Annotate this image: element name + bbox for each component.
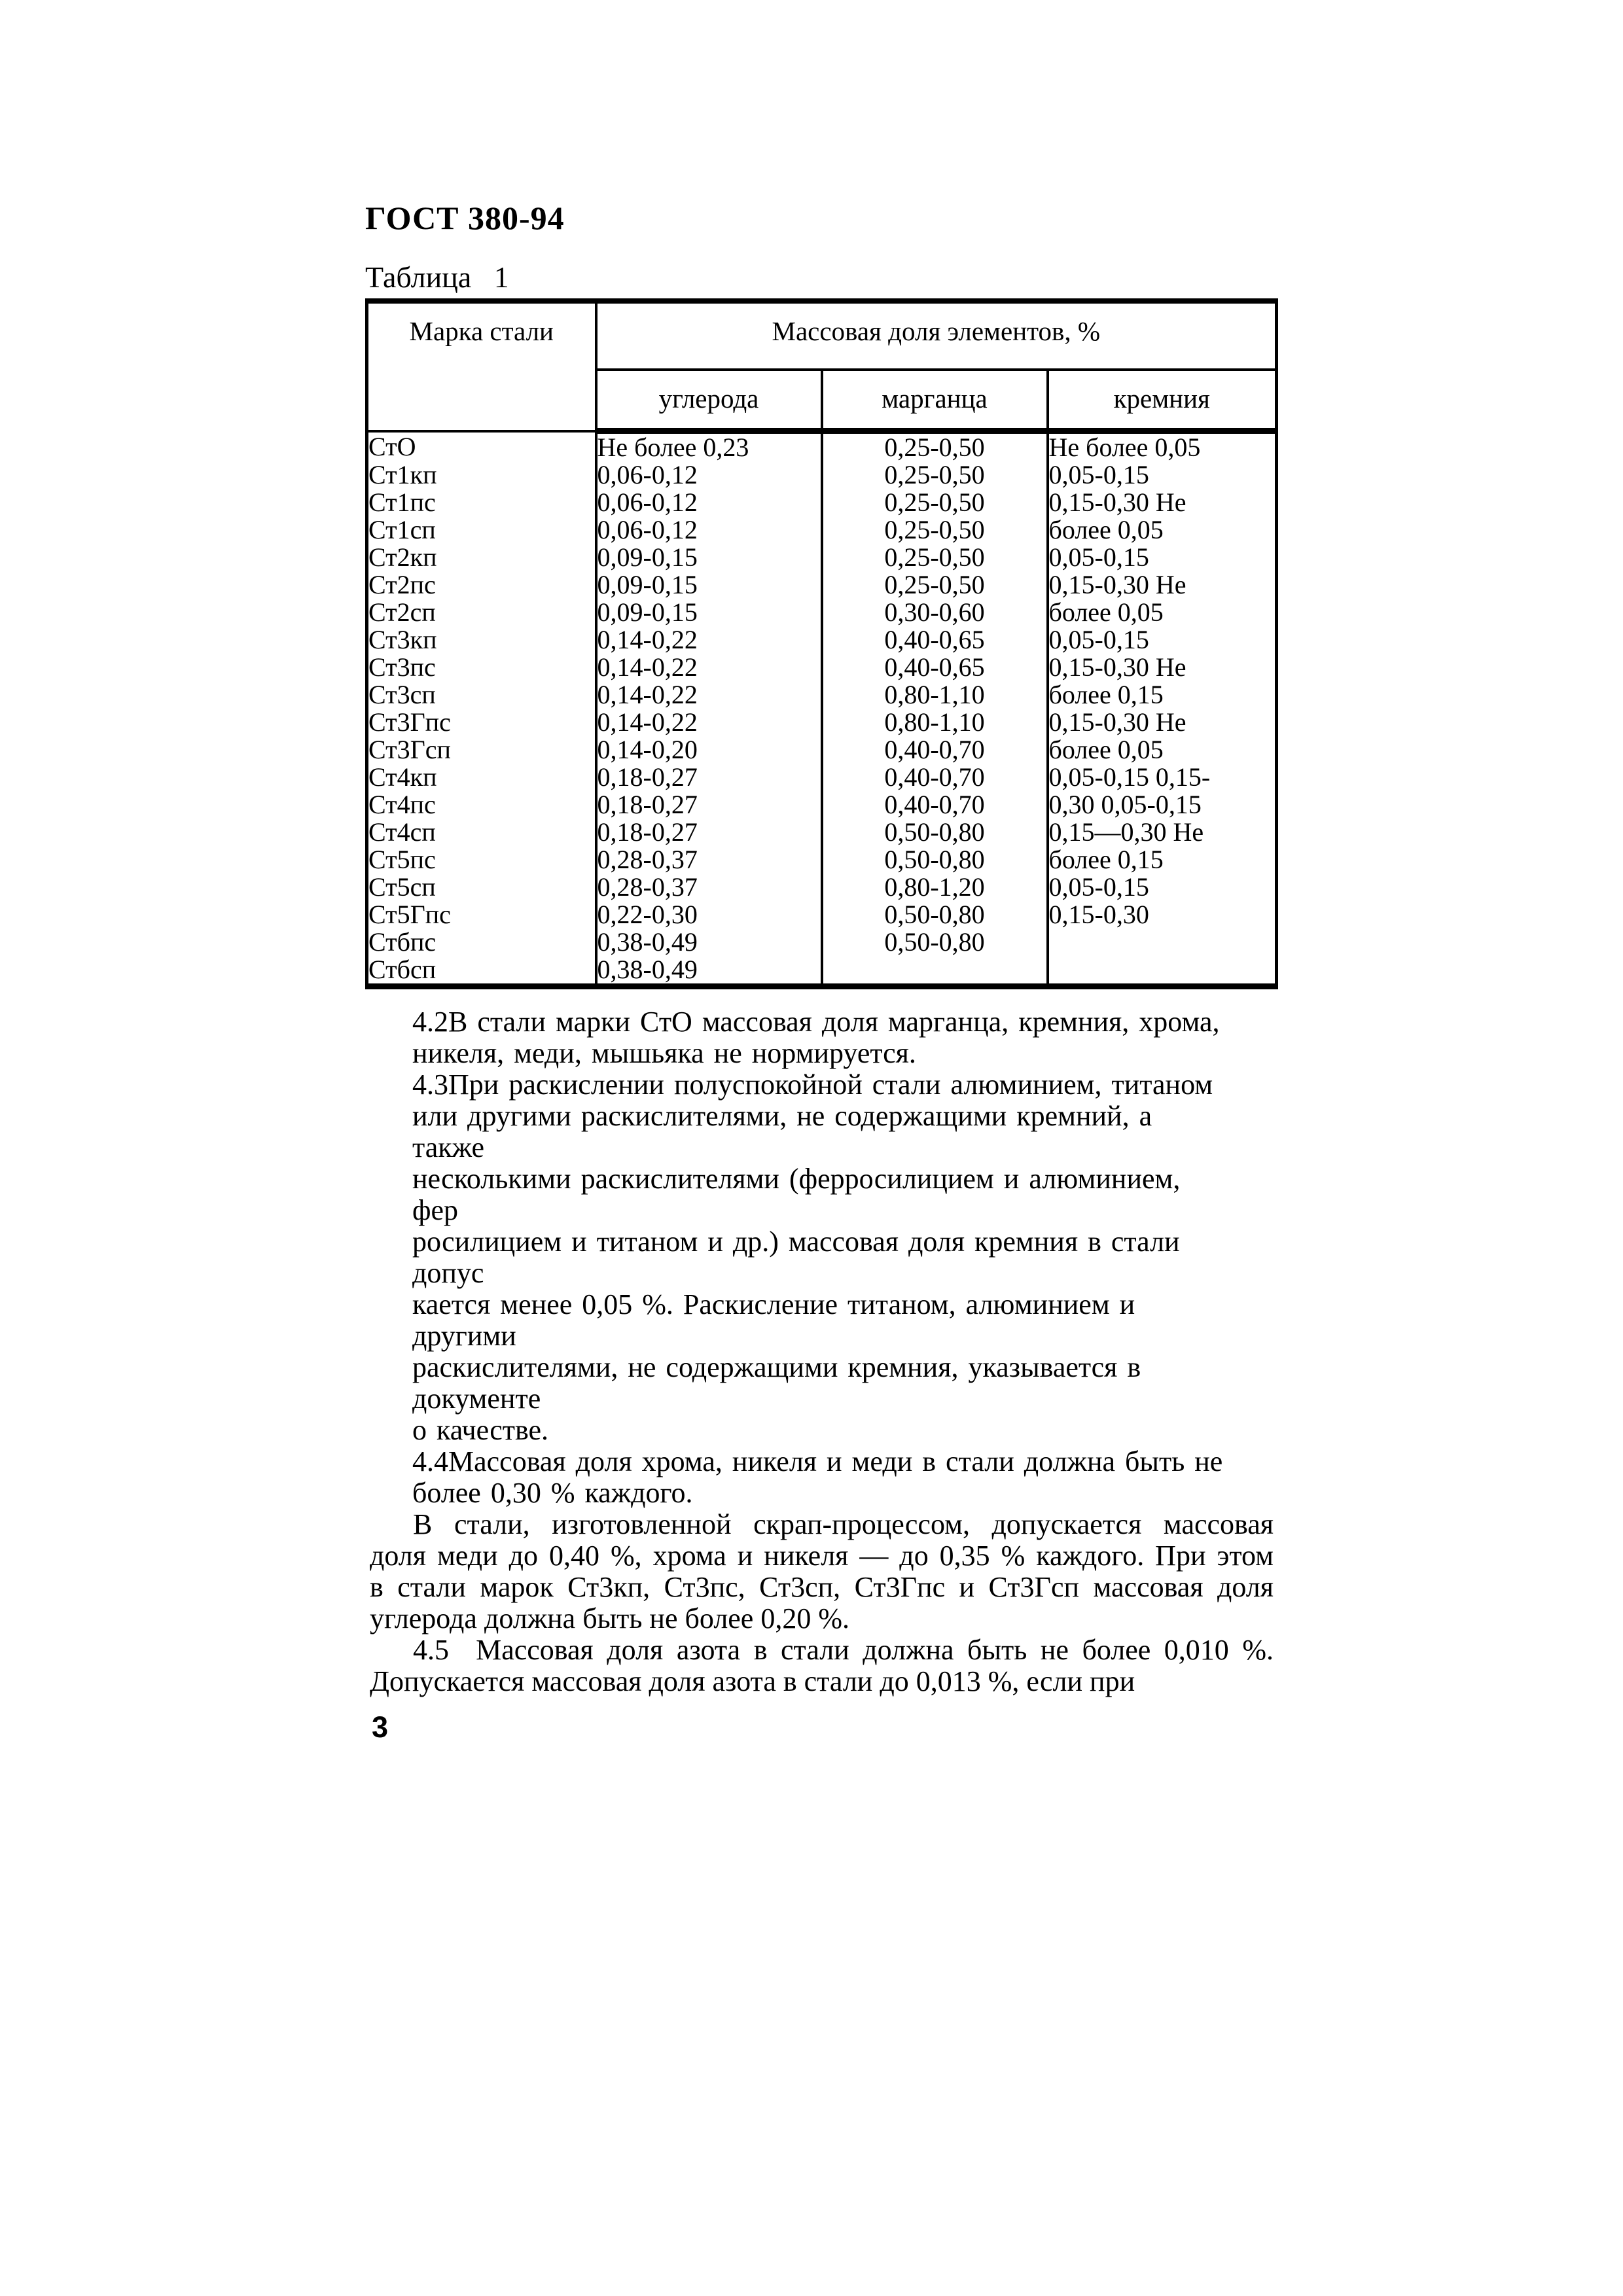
- cell-grade: Ст3пс: [367, 654, 596, 681]
- cell-silicon: 0,15—0,30 Не: [1048, 819, 1277, 846]
- table-row: [367, 764, 1277, 791]
- cell-silicon: Не более 0,05: [1048, 431, 1277, 462]
- cell-manganese: 0,80-1,20: [822, 874, 1048, 901]
- cell-manganese: 0,80-1,10: [822, 709, 1048, 736]
- table-row: [367, 791, 1277, 819]
- cell-manganese: 0,50-0,80: [822, 819, 1048, 846]
- header-silicon: кремния: [1048, 370, 1277, 431]
- cell-carbon: 0,09-0,15: [596, 544, 822, 571]
- cell-manganese: 0,40-0,70: [822, 764, 1048, 791]
- paragraph-line: 4.4Массовая доля хрома, никеля и меди в стали должна быть не: [412, 1445, 1223, 1477]
- cell-manganese: 0,50-0,80: [822, 928, 1048, 956]
- table-row: [367, 928, 1277, 956]
- cell-silicon: более 0,15: [1048, 681, 1277, 709]
- cell-silicon: 0,05-0,15 0,15-: [1048, 764, 1277, 791]
- paragraph-line: никеля, меди, мышьяка не нормируется.: [412, 1037, 916, 1069]
- table-row: [367, 626, 1277, 654]
- cell-carbon: 0,18-0,27: [596, 819, 822, 846]
- paragraph-line: кается менее 0,05 %. Раскисление титаном, алюминием и: [412, 1288, 1135, 1320]
- cell-silicon: [1048, 956, 1277, 987]
- cell-silicon: более 0,15: [1048, 846, 1277, 874]
- cell-grade: Стбпс: [367, 928, 596, 956]
- cell-grade: Ст2пс: [367, 571, 596, 599]
- cell-silicon: 0,15-0,30 Не: [1048, 709, 1277, 736]
- page-number: 3: [372, 1710, 389, 1744]
- cell-carbon: 0,18-0,27: [596, 791, 822, 819]
- cell-silicon: 0,05-0,15: [1048, 626, 1277, 654]
- table-row: [367, 709, 1277, 736]
- cell-manganese: 0,25-0,50: [822, 461, 1048, 489]
- table-row: [367, 489, 1277, 516]
- paragraph-line: или другими раскислителями, не содержащими кремний, а: [412, 1100, 1152, 1132]
- cell-silicon: более 0,05: [1048, 736, 1277, 764]
- cell-grade: Ст4кп: [367, 764, 596, 791]
- table-row: [367, 874, 1277, 901]
- cell-grade: Ст5Гпс: [367, 901, 596, 928]
- cell-carbon: Не более 0,23: [596, 431, 822, 462]
- paragraph-line: в стали марок Ст3кп, Ст3пс, Ст3сп, Ст3Гпс и Ст3Гсп массовая доля: [370, 1571, 1274, 1603]
- cell-grade: Ст5пс: [367, 846, 596, 874]
- cell-carbon: 0,09-0,15: [596, 599, 822, 626]
- header-grade: Марка стали: [367, 301, 596, 431]
- cell-grade: Ст4пс: [367, 791, 596, 819]
- cell-carbon: 0,14-0,22: [596, 654, 822, 681]
- cell-silicon: 0,30 0,05-0,15: [1048, 791, 1277, 819]
- cell-grade: Ст3кп: [367, 626, 596, 654]
- paragraph-line: другими: [412, 1320, 516, 1352]
- cell-grade: Ст1сп: [367, 516, 596, 544]
- cell-carbon: 0,14-0,22: [596, 709, 822, 736]
- cell-manganese: 0,40-0,65: [822, 626, 1048, 654]
- paragraph-line: доля меди до 0,40 %, хрома и никеля — до 0,35 % каждого. При этом: [370, 1540, 1274, 1572]
- cell-grade: Стбсп: [367, 956, 596, 987]
- table-row: [367, 654, 1277, 681]
- cell-manganese: 0,40-0,70: [822, 791, 1048, 819]
- page-content: [365, 200, 1281, 1743]
- cell-carbon: 0,18-0,27: [596, 764, 822, 791]
- cell-silicon: более 0,05: [1048, 516, 1277, 544]
- table-row: [367, 681, 1277, 709]
- paragraph-line: 4.2В стали марки СтО массовая доля марганца, кремния, хрома,: [412, 1006, 1220, 1038]
- cell-carbon: 0,38-0,49: [596, 928, 822, 956]
- paragraph-line: Допускается массовая доля азота в стали до 0,013 %, если при: [370, 1665, 1135, 1697]
- header-mass-fraction: Массовая доля элементов, %: [596, 301, 1277, 370]
- cell-silicon: 0,05-0,15: [1048, 874, 1277, 901]
- table-row: [367, 431, 1277, 462]
- header-manganese: марганца: [822, 370, 1048, 431]
- cell-silicon: 0,15-0,30 Не: [1048, 571, 1277, 599]
- table-row: [367, 956, 1277, 987]
- cell-carbon: 0,14-0,22: [596, 681, 822, 709]
- cell-manganese: 0,25-0,50: [822, 431, 1048, 462]
- cell-manganese: 0,25-0,50: [822, 571, 1048, 599]
- cell-carbon: 0,22-0,30: [596, 901, 822, 928]
- paragraph-line: В стали, изготовленной скрап-процессом, допускается массовая: [413, 1508, 1274, 1540]
- cell-silicon: более 0,05: [1048, 599, 1277, 626]
- table-header: [367, 301, 1277, 431]
- cell-carbon: 0,06-0,12: [596, 489, 822, 516]
- cell-manganese: 0,50-0,80: [822, 901, 1048, 928]
- paragraph-line: допус: [412, 1257, 484, 1289]
- header-row-group: [367, 301, 1277, 370]
- paragraph-line: также: [412, 1131, 485, 1163]
- cell-manganese: 0,25-0,50: [822, 489, 1048, 516]
- cell-grade: СтО: [367, 431, 596, 462]
- cell-carbon: 0,06-0,12: [596, 461, 822, 489]
- table-row: [367, 461, 1277, 489]
- cell-manganese: 0,40-0,70: [822, 736, 1048, 764]
- cell-silicon: 0,05-0,15: [1048, 544, 1277, 571]
- table-row: [367, 736, 1277, 764]
- paragraph-line: росилицием и титаном и др.) массовая доля кремния в стали: [412, 1226, 1180, 1258]
- paragraph-line: документе: [412, 1383, 541, 1415]
- cell-grade: Ст3сп: [367, 681, 596, 709]
- cell-manganese: 0,80-1,10: [822, 681, 1048, 709]
- paragraph-line: 4.5 Массовая доля азота в стали должна быть не более 0,010 %.: [413, 1634, 1274, 1666]
- cell-carbon: 0,38-0,49: [596, 956, 822, 987]
- table-row: [367, 544, 1277, 571]
- cell-silicon: 0,15-0,30 Не: [1048, 489, 1277, 516]
- steel-table-body: [367, 431, 1277, 987]
- cell-carbon: 0,14-0,20: [596, 736, 822, 764]
- cell-silicon: 0,15-0,30 Не: [1048, 654, 1277, 681]
- cell-carbon: 0,14-0,22: [596, 626, 822, 654]
- steel-composition-table: [365, 298, 1278, 989]
- cell-grade: Ст5сп: [367, 874, 596, 901]
- cell-silicon: 0,15-0,30: [1048, 901, 1277, 928]
- table-row: [367, 846, 1277, 874]
- cell-manganese: [822, 956, 1048, 987]
- cell-manganese: 0,50-0,80: [822, 846, 1048, 874]
- cell-grade: Ст3Гсп: [367, 736, 596, 764]
- cell-grade: Ст1кп: [367, 461, 596, 489]
- table-row: [367, 819, 1277, 846]
- cell-carbon: 0,09-0,15: [596, 571, 822, 599]
- table-row: [367, 599, 1277, 626]
- paragraph-line: о качестве.: [412, 1414, 549, 1446]
- cell-grade: Ст3Гпс: [367, 709, 596, 736]
- cell-grade: Ст1пс: [367, 489, 596, 516]
- paragraph-line: раскислителями, не содержащими кремния, указывается в: [412, 1351, 1141, 1383]
- table-caption: Таблица 1: [365, 260, 509, 294]
- cell-carbon: 0,28-0,37: [596, 846, 822, 874]
- cell-manganese: 0,25-0,50: [822, 544, 1048, 571]
- cell-manganese: 0,25-0,50: [822, 516, 1048, 544]
- cell-manganese: 0,30-0,60: [822, 599, 1048, 626]
- header-carbon: углерода: [596, 370, 822, 431]
- cell-grade: Ст2кп: [367, 544, 596, 571]
- paragraph-line: углерода должна быть не более 0,20 %.: [370, 1602, 849, 1634]
- cell-carbon: 0,06-0,12: [596, 516, 822, 544]
- paragraph-line: более 0,30 % каждого.: [412, 1477, 693, 1509]
- justified-lines: [370, 1509, 1274, 1697]
- clause-lines: [412, 1006, 1245, 1509]
- cell-grade: Ст4сп: [367, 819, 596, 846]
- cell-manganese: 0,40-0,65: [822, 654, 1048, 681]
- table-row: [367, 571, 1277, 599]
- table-row: [367, 901, 1277, 928]
- paragraph-line: фер: [412, 1194, 459, 1226]
- cell-silicon: 0,05-0,15: [1048, 461, 1277, 489]
- document-title: ГОСТ 380-94: [365, 200, 565, 236]
- cell-grade: Ст2сп: [367, 599, 596, 626]
- paragraph-line: 4.3При раскислении полуспокойной стали алюминием, титаном: [412, 1069, 1213, 1101]
- table-row: [367, 516, 1277, 544]
- cell-silicon: [1048, 928, 1277, 956]
- cell-carbon: 0,28-0,37: [596, 874, 822, 901]
- paragraph-line: несколькими раскислителями (ферросилицием и алюминием,: [412, 1163, 1181, 1195]
